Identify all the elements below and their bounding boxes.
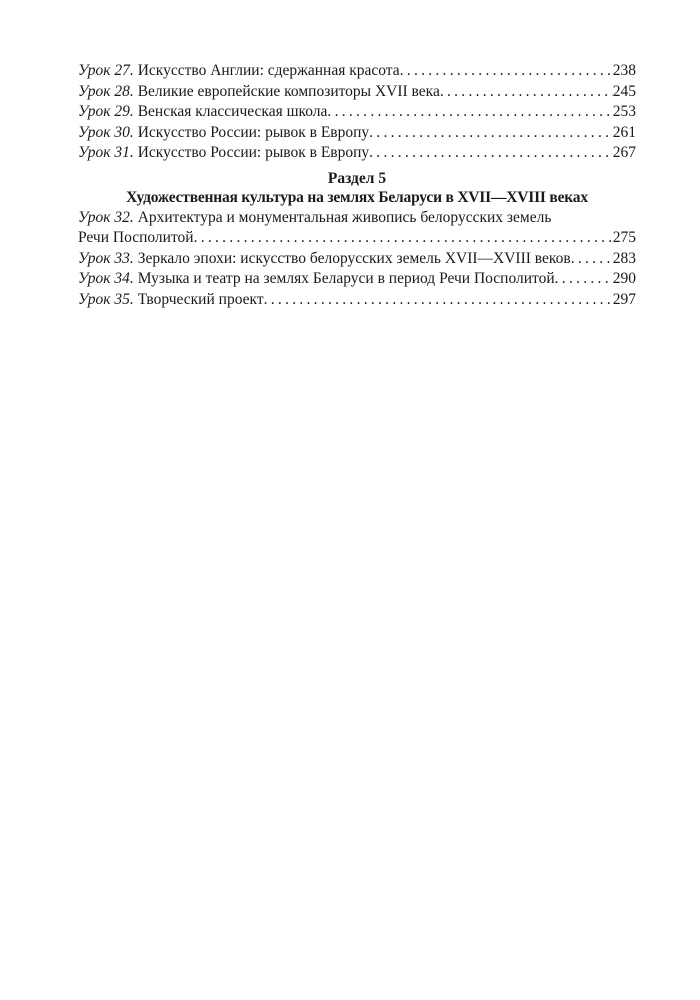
toc-entry-lesson-34 — [78, 269, 636, 290]
dot-leader — [264, 290, 613, 311]
dot-leader — [327, 102, 612, 123]
toc-entry-lesson-32 — [78, 208, 636, 249]
page-number: 261 — [612, 123, 636, 141]
dot-leader — [555, 269, 613, 290]
lesson-number: Урок 28. — [78, 82, 134, 100]
lesson-number: Урок 35. — [78, 290, 134, 308]
lesson-number: Урок 29. — [78, 103, 134, 120]
toc-entry-lesson-33 — [78, 249, 636, 270]
page-number: 290 — [612, 270, 636, 287]
lesson-title: Зеркало эпохи: искусство белорусских земель XVII—XVIII веков — [137, 249, 571, 267]
toc-entry-lesson-35 — [78, 290, 636, 311]
toc-entry-lesson-30 — [78, 123, 636, 144]
page-number: 253 — [612, 103, 636, 120]
lesson-number: Урок 27. — [78, 62, 134, 79]
lesson-number: Урок 32. — [78, 208, 134, 226]
dot-leader — [571, 249, 613, 270]
lesson-title: Музыка и театр на землях Беларуси в период Речи Посполитой — [137, 270, 555, 287]
section-heading — [78, 169, 636, 208]
lesson-number: Урок 31. — [78, 144, 134, 161]
page-number: 275 — [612, 229, 636, 246]
dot-leader — [369, 123, 613, 144]
toc-entry-lesson-29 — [78, 102, 636, 123]
lesson-title-line2: Речи Посполитой — [78, 229, 194, 246]
toc-entry-lesson-27 — [78, 61, 636, 82]
lesson-title: Искусство Англии: сдержанная красота — [137, 62, 400, 79]
lesson-title: Венская классическая школа — [137, 103, 328, 120]
lesson-title-line1: Архитектура и монументальная живопись белорусских земель — [137, 208, 552, 226]
lesson-title: Искусство России: рывок в Европу — [137, 123, 370, 141]
lesson-number: Урок 30. — [78, 123, 134, 141]
toc-entry-lesson-31 — [78, 143, 636, 164]
dot-leader — [400, 61, 613, 82]
dot-leader — [194, 228, 613, 249]
page-number: 267 — [612, 144, 636, 161]
section-title: Художественная культура на землях Беларуси в XVII—XVIII веках — [126, 188, 588, 206]
lesson-title: Искусство России: рывок в Европу — [137, 144, 370, 161]
lesson-number: Урок 34. — [78, 270, 134, 287]
section-number: Раздел 5 — [327, 169, 387, 187]
page-number: 238 — [612, 62, 636, 79]
page-number: 283 — [612, 249, 636, 267]
lesson-title: Творческий проект — [137, 290, 264, 308]
table-of-contents — [78, 61, 636, 310]
lesson-number: Урок 33. — [78, 249, 134, 267]
dot-leader — [369, 143, 613, 164]
toc-entry-lesson-28 — [78, 82, 636, 103]
page-number: 245 — [612, 82, 636, 100]
dot-leader — [440, 82, 613, 103]
page-number: 297 — [612, 290, 636, 308]
lesson-title: Великие европейские композиторы XVII века — [137, 82, 440, 100]
